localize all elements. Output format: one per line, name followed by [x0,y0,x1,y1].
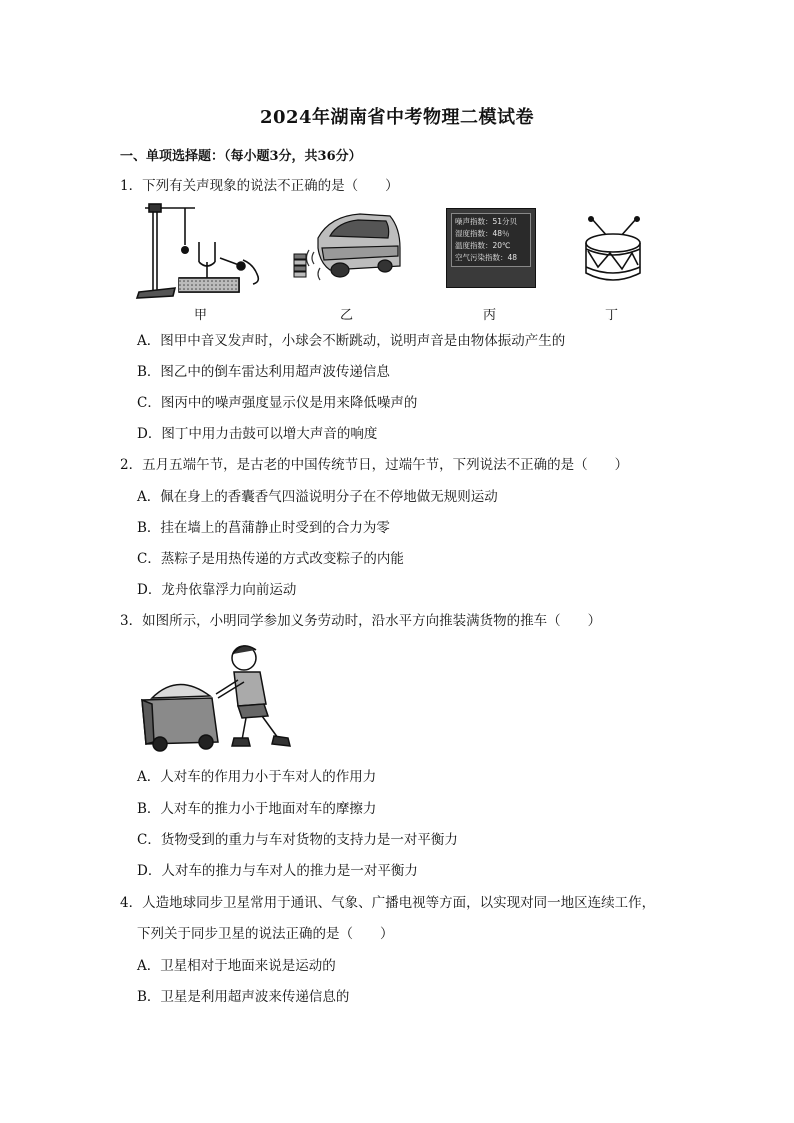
question-2-option-b: B．挂在墙上的菖蒲静止时受到的合力为零 [137,520,390,536]
figure-reverse-radar-car [290,208,405,288]
question-1-option-b: B．图乙中的倒车雷达利用超声波传递信息 [137,364,390,380]
caption-ding: 丁 [605,308,619,323]
question-4-stem-continued: 下列关于同步卫星的说法正确的是（ ） [137,926,394,942]
question-4-stem: 4．人造地球同步卫星常用于通讯、气象、广播电视等方面，以实现对同一地区连续工作， [120,895,656,911]
question-3-option-a: A．人对车的作用力小于车对人的作用力 [137,769,377,785]
question-3-option-d: D．人对车的推力与车对人的推力是一对平衡力 [137,863,418,879]
figure-boy-pushing-cart [138,642,303,754]
figure-drum [578,215,648,287]
noise-panel-line: 噪声指数：51分贝 [455,217,518,226]
caption-yi: 乙 [340,308,354,323]
noise-panel-line: 空气污染指数：48 [455,253,518,262]
page-title: 2024年湖南省中考物理二模试卷 [259,107,535,128]
question-4-option-a: A．卫星相对于地面来说是运动的 [137,958,336,974]
figure-tuning-fork [135,200,265,300]
section-heading: 一、单项选择题：（每小题3分，共36分） [120,149,362,164]
question-2-option-d: D．龙舟依靠浮力向前运动 [137,582,297,598]
question-1-option-a: A．图甲中音叉发声时，小球会不断跳动，说明声音是由物体振动产生的 [137,333,566,349]
question-3-option-c: C．货物受到的重力与车对货物的支持力是一对平衡力 [137,832,458,848]
question-2-option-a: A．佩在身上的香囊香气四溢说明分子在不停地做无规则运动 [137,489,498,505]
question-1-stem: 1．下列有关声现象的说法不正确的是（ ） [120,178,399,194]
caption-jia: 甲 [194,308,208,323]
noise-panel-line: 温度指数：20℃ [455,241,511,250]
question-3-stem: 3．如图所示，小明同学参加义务劳动时，沿水平方向推装满货物的推车（ ） [120,613,602,629]
question-2-stem: 2．五月五端午节，是古老的中国传统节日，过端午节，下列说法不正确的是（ ） [120,457,629,473]
question-1-option-c: C．图丙中的噪声强度显示仪是用来降低噪声的 [137,395,418,411]
question-4-option-b: B．卫星是利用超声波来传递信息的 [137,989,350,1005]
question-1-option-d: D．图丁中用力击鼓可以增大声音的响度 [137,426,378,442]
question-2-option-c: C．蒸粽子是用热传递的方式改变粽子的内能 [137,551,404,567]
noise-panel-line: 湿度指数：48％ [455,229,510,238]
figure-noise-display [446,208,536,288]
caption-bing: 丙 [483,308,497,323]
question-3-option-b: B．人对车的推力小于地面对车的摩擦力 [137,801,377,817]
